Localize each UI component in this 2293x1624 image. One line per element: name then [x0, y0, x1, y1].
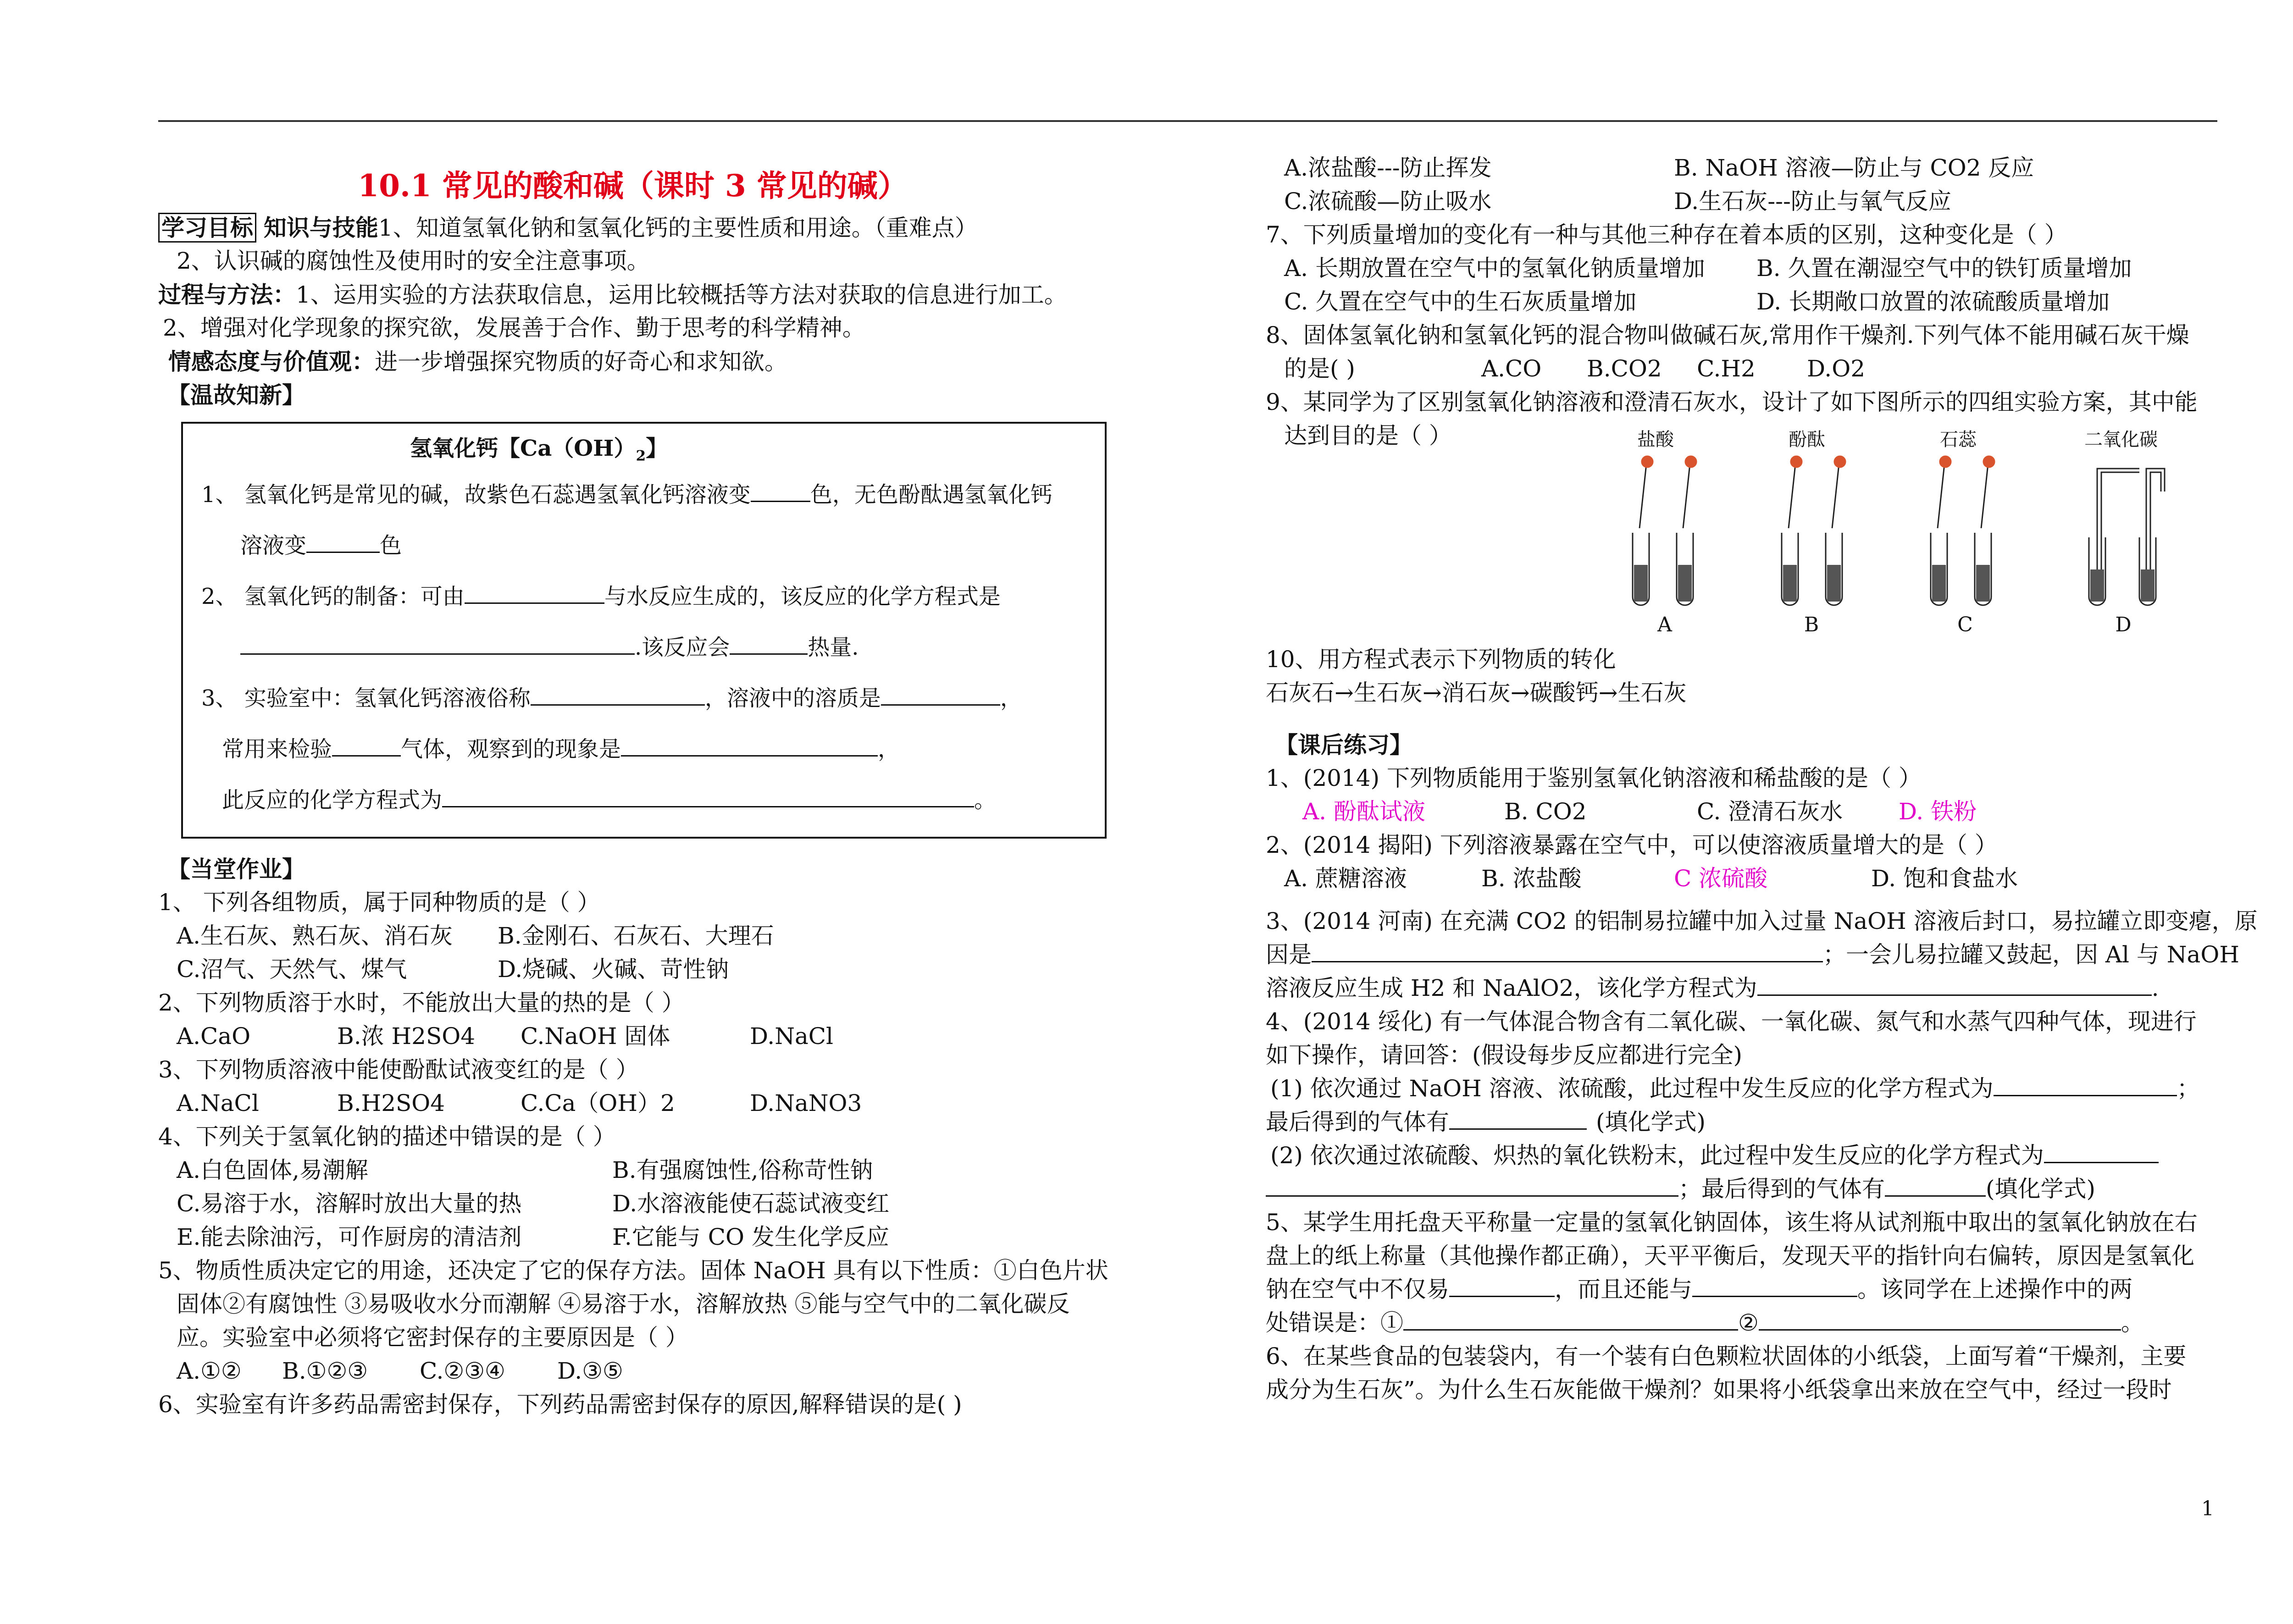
label-litmus: 石蕊 — [1940, 429, 1977, 450]
blank[interactable] — [240, 632, 635, 655]
blank[interactable] — [1692, 1275, 1857, 1297]
test-tube-figure — [1266, 418, 2206, 643]
blank[interactable] — [442, 785, 974, 807]
blank[interactable] — [751, 480, 810, 502]
blank[interactable] — [1312, 940, 1823, 962]
test-tube-icon — [1633, 533, 2156, 605]
blank[interactable] — [1266, 1174, 1678, 1197]
blank[interactable] — [1994, 1074, 2177, 1096]
blank[interactable] — [1759, 1308, 2121, 1331]
blank[interactable] — [1757, 973, 2152, 996]
review-box-title: 氢氧化钙【$Ca(OH)_2$】 — [410, 436, 668, 464]
letter-b: B — [1804, 613, 1819, 636]
blank[interactable] — [1449, 1107, 1587, 1130]
label-carbon-dioxide: 二氧化碳 — [2084, 429, 2158, 450]
blank[interactable] — [332, 734, 401, 757]
blank[interactable] — [531, 683, 705, 706]
letter-a: A — [1657, 613, 1672, 636]
header-rule — [158, 120, 2217, 122]
blank[interactable] — [465, 581, 604, 604]
blank[interactable] — [730, 632, 808, 655]
objectives-line: 学习目标 知识与技能1、知道氢氧化钠和氢氧化钙的主要性质和用途。（重难点） — [158, 211, 1108, 244]
classwork-heading: 【当堂作业】 — [167, 856, 305, 883]
blank[interactable] — [1885, 1174, 1986, 1197]
page-number: 1 — [2201, 1497, 2214, 1520]
blank[interactable] — [1403, 1308, 1738, 1331]
label-phenolphthalein: 酚酞 — [1789, 429, 1825, 450]
blank[interactable] — [2044, 1141, 2159, 1163]
letter-d: D — [2115, 613, 2132, 636]
blank[interactable] — [1449, 1275, 1555, 1297]
blank[interactable] — [306, 530, 380, 553]
label-hydrochloric-acid: 盐酸 — [1637, 429, 1674, 450]
homework-heading: 【课后练习】 — [1275, 731, 1412, 758]
objectives-label: 学习目标 — [158, 213, 256, 243]
dropper-icon — [1639, 456, 1994, 528]
review-heading: 【温故知新】 — [167, 381, 305, 409]
page-title: 10.1 常见的酸和碱（课时 3 常见的碱） — [358, 168, 908, 204]
letter-c: C — [1957, 613, 1973, 636]
review-box: 氢氧化钙【$Ca(OH)_2$】 1、 氢氧化钙是常见的碱，故紫色石蕊遇氢氧化钙溶液变 色，无色酚酞遇氢氧化钙 溶液变 色 2、 氢氧化钙的制备：可由 与水反应生成的，该反应的化学方程式是 .该反应会 热量. 3、 实验室中：氢氧化钙溶液俗称 ，溶液中的溶质是 ， 常用来检验 气体，观察到的现象是 ， 此反应的化学方程式为 。 — [181, 422, 1107, 839]
liquid-icon — [1634, 565, 2155, 602]
q9-diagram — [1266, 418, 2206, 643]
blank[interactable] — [881, 683, 1000, 706]
right-column: A.浓盐酸---防止挥发 B. NaOH 溶液—防止与 CO2 反应 C.浓硫酸—防止吸水 D.生石灰---防止与氧气反应 7、下列质量增加的变化有一种与其他三种存在着本质的区别，这种变化是（ ） A. 长期放置在空气中的氢氧化钠质量增加 B. 久置在潮湿空气中的铁钉质量增加 C. 久置在空气中的生石灰质量增加 D. 长期敞口放置的浓硫酸质量增加 8、固体氢氧化钠和氢氧化钙的混合物叫做碱石灰,常用作干燥剂.下列气体不能用碱石灰干燥 的是( ) A.CO B.CO2 C.H2 D.O2 9、某同学为了区别氢氧化钠溶液和澄清石灰水，设计了如下图所示的四组实验方案，其中能 达到目的是（ ） 盐酸 酚酞 石蕊 二氧化碳 A B C D 10、用方程式表示下列物质的转化 石灰石→生石灰→消石灰→碳酸钙→生石灰 【课后练习】 1、(2014) 下列物质能用于鉴别氢氧化钠溶液和稀盐酸的是（ ） A. 酚酞试液 B. CO2 C. 澄清石灰水 D. 铁粉 2、(2014 揭阳) 下列溶液暴露在空气中，可以使溶液质量增大的是（ ） A. 蔗糖溶液 B. 浓盐酸 C 浓硫酸 D. 饱和食盐水 3、(2014 河南) 在充满 CO2 的铝制易拉罐中加入过量 NaOH 溶液后封口，易拉罐立即变瘪，原 因是 ；一会儿易拉罐又鼓起，因 Al 与 NaOH 溶液反应生成 H2 和 NaAlO2，该化学方程式为 . 4、(2014 绥化) 有一气体混合物含有二氧化碳、一氧化碳、氮气和水蒸气四种气体，现进行 如下操作，请回答：(假设每步反应都进行完全) (1) 依次通过 NaOH 溶液、浓硫酸，此过程中发生反应的化学方程式为 ； 最后得到的气体有 (填化学式) (2) 依次通过浓硫酸、炽热的氧化铁粉末，此过程中发生反应的化学方程式为 ；最后得到的气体有 (填化学式) 5、某学生用托盘天平称量一定量的氢氧化钠固体，该生将从试剂瓶中取出的氢氧化钠放在右 盘上的纸上称量（其他操作都正确），天平平衡后，发现天平的指针向右偏转，原因是氢氧化 钠在空气中不仅易 ，而且还能与 。该同学在上述操作中的两 处错误是：① ② 。 6、在某些食品的包装袋内，有一个装有白色颗粒状固体的小纸袋，上面写着“干燥剂，主要 成分为生石灰”。为什么生石灰能做干燥剂？如果将小纸袋拿出来放在空气中，经过一段时 — [1266, 155, 2258, 1403]
left-column: 10.1 常见的酸和碱（课时 3 常见的碱） 学习目标 知识与技能1、知道氢氧化钠和氢氧化钙的主要性质和用途。（重难点） 2、认识碱的腐蚀性及使用时的安全注意事项。 过程与方法：1、运用实验的方法获取信息，运用比较概括等方法对获取的信息进行加工。 2、增强对化学现象的探究欲，发展善于合作、勤于思考的科学精神。 情感态度与价值观：进一步增强探究物质的好奇心和求知欲。 【温故知新】 氢氧化钙【$Ca(OH)_2$】 1、 氢氧化钙是常见的碱，故紫色石蕊遇氢氧化钙溶液变 色，无色酚酞遇氢氧化钙 溶液变 色 2、 氢氧化钙的制备：可由 与水反应生成的，该反应的化学方程式是 .该反应会 热量. 3、 实验室中：氢氧化钙溶液俗称 ，溶液中的溶质是 ， 常用来检验 气体，观察到的现象是 ， 此反应的化学方程式为 。 【当堂作业】 1、 下列各组物质，属于同种物质的是（ ） A.生石灰、熟石灰、消石灰 B.金刚石、石灰石、大理石 C.沼气、天然气、煤气 D.烧碱、火碱、苛性钠 2、下列物质溶于水时，不能放出大量的热的是（ ） A.CaO B.浓 H2SO4 C.NaOH 固体 D.NaCl 3、下列物质溶液中能使酚酞试液变红的是（ ） A.NaCl B.H2SO4 C.Ca（OH）2 D.NaNO3 4、下列关于氢氧化钠的描述中错误的是（ ） A.白色固体,易潮解 B.有强腐蚀性,俗称苛性钠 C.易溶于水，溶解时放出大量的热 D.水溶液能使石蕊试液变红 E.能去除油污，可作厨房的清洁剂 F.它能与 CO 发生化学反应 5、物质性质决定它的用途，还决定了它的保存方法。固体 NaOH 具有以下性质：①白色片状 固体②有腐蚀性 ③易吸收水分而潮解 ④易溶于水，溶解放热 ⑤能与空气中的二氧化碳反 应。实验室中必须将它密封保存的主要原因是（ ） A.①② B.①②③ C.②③④ D.③⑤ 6、实验室有许多药品需密封保存，下列药品需密封保存的原因,解释错误的是( ) — [158, 151, 1108, 1421]
blank[interactable] — [621, 734, 878, 757]
